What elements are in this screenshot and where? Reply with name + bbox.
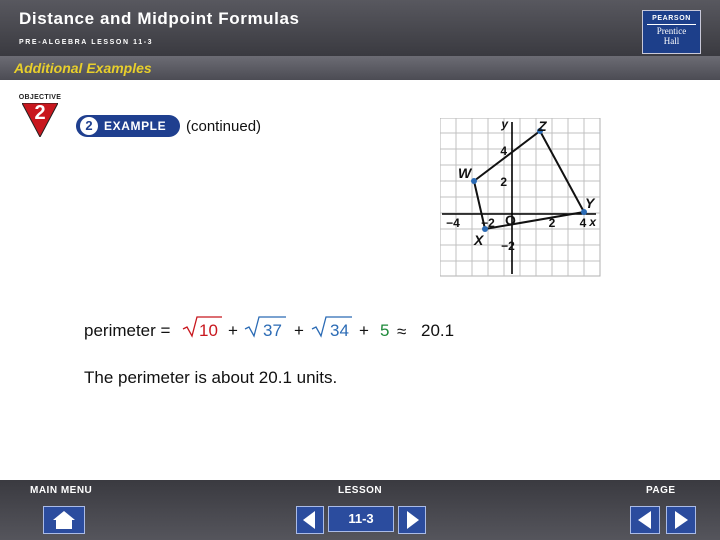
header-bar xyxy=(0,0,720,56)
sqrt-sign-2-icon xyxy=(245,317,286,336)
equation-lhs: perimeter = xyxy=(84,321,171,340)
lesson-number: 11-3 xyxy=(328,506,394,532)
lesson-prev-button[interactable] xyxy=(296,506,324,534)
logo-line1: Prentice xyxy=(656,26,687,36)
example-label: EXAMPLE xyxy=(104,119,167,133)
sqrt-sign-3-icon xyxy=(312,317,352,336)
conclusion-text: The perimeter is about 20.1 units. xyxy=(84,368,338,387)
point-z-label: Z xyxy=(538,118,547,134)
plus-sign-1: + xyxy=(228,321,238,340)
point-x-label: X xyxy=(474,232,484,248)
example-number: 2 xyxy=(80,117,98,135)
lesson-next-button[interactable] xyxy=(398,506,426,534)
point-w-label: W xyxy=(458,165,472,181)
objective-label: OBJECTIVE xyxy=(18,94,62,101)
home-button[interactable] xyxy=(43,506,85,534)
main-menu-label: MAIN MENU xyxy=(30,485,93,496)
page-next-button[interactable] xyxy=(666,506,696,534)
y-axis-label: y xyxy=(501,118,508,131)
origin-label: O xyxy=(505,212,516,228)
plus-sign-3: + xyxy=(359,321,369,340)
objective-badge xyxy=(14,94,66,140)
equation-result: 20.1 xyxy=(421,321,455,340)
section-bar xyxy=(0,56,720,80)
prev-page-arrow-icon xyxy=(631,507,659,533)
page-label: PAGE xyxy=(646,485,676,496)
lesson-label: LESSON xyxy=(338,485,383,496)
publisher-logo xyxy=(642,10,701,54)
footer-nav xyxy=(0,480,720,540)
term-4: 5 xyxy=(380,321,390,340)
continued-label: (continued) xyxy=(186,118,262,135)
point-w xyxy=(471,178,477,184)
approx-sign: ≈ xyxy=(397,322,407,341)
next-page-arrow-icon xyxy=(667,507,695,533)
radicand-3: 34 xyxy=(330,321,349,340)
objective-number: 2 xyxy=(34,102,46,124)
logo-brand: PEARSON xyxy=(647,15,696,25)
page-prev-button[interactable] xyxy=(630,506,660,534)
lesson-subtitle: PRE-ALGEBRA LESSON 11-3 xyxy=(19,39,154,46)
point-y-label: Y xyxy=(585,195,595,211)
radicand-1: 10 xyxy=(199,321,218,340)
prev-lesson-arrow-icon xyxy=(297,507,323,533)
logo-line2: Hall xyxy=(663,36,680,46)
next-lesson-arrow-icon xyxy=(399,507,425,533)
x-axis-label: x xyxy=(589,215,596,229)
y-tick-4: 4 xyxy=(500,144,507,158)
coordinate-graph xyxy=(440,118,602,278)
y-tick-2: 2 xyxy=(500,175,507,189)
x-tick-4: 4 xyxy=(579,216,587,230)
radicand-2: 37 xyxy=(263,321,282,340)
section-title: Additional Examples xyxy=(14,60,152,76)
x-tick-2: 2 xyxy=(548,216,556,230)
plus-sign-2: + xyxy=(294,321,304,340)
page-title: Distance and Midpoint Formulas xyxy=(19,9,300,28)
home-icon xyxy=(44,507,84,533)
sqrt-sign-1-icon xyxy=(183,317,222,336)
x-tick-neg4: −4 xyxy=(446,216,460,230)
example-badge xyxy=(76,115,180,137)
x-tick-neg2: −2 xyxy=(481,216,495,230)
y-tick-neg2: −2 xyxy=(501,239,515,253)
